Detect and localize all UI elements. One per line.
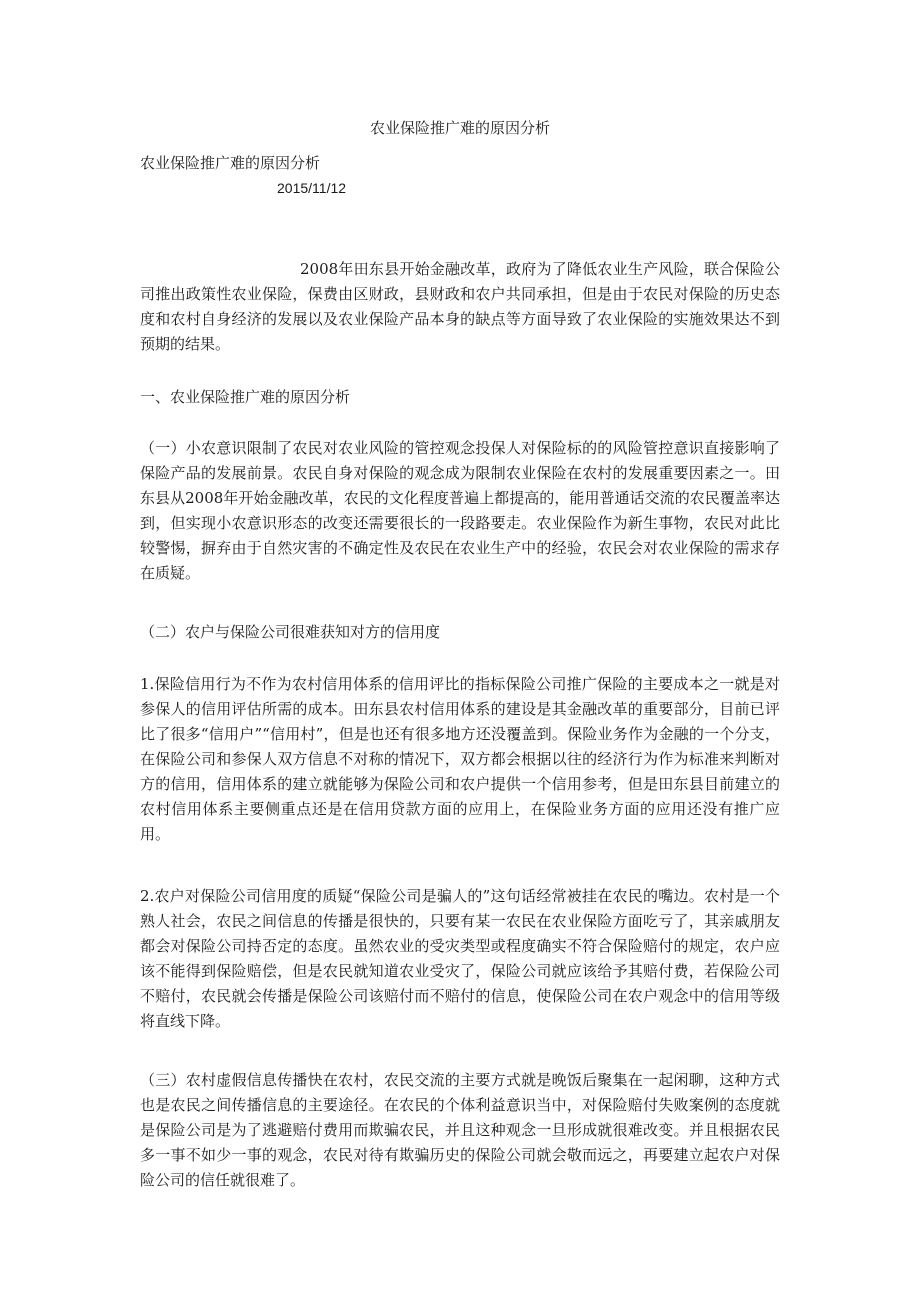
paragraph-false-information: （三）农村虚假信息传播快在农村，农民交流的主要方式就是晚饭后聚集在一起闲聊，这种方式也是农民之间传播信息的主要途径。在农民的个体利益意识当中，对保险赔付失败案例的态度就是保险公司是为了逃避赔付费用而欺骗农民，并且这种观念一旦形成就很难改变。并且根据农民多一事不如少一事的观念，农民对待有欺骗历史的保险公司就会敬而远之，再要建立起农户对保险公司的信任就很难了。	[140, 1071, 780, 1189]
paragraph-small-farmer-awareness: （一）小农意识限制了农民对农业风险的管控观念投保人对保险标的的风险管控意识直接影响了保险产品的发展前景。农民自身对保险的观念成为限制农业保险在农村的发展重要因素之一。田东县从2008年开始金融改革，农民的文化程度普遍上都提高的，能用普通话交流的农民覆盖率达到，但实现小农意识形态的改变还需要很长的一段路要走。农业保险作为新生事物，农民对此比较警惕，摒弃由于自然灾害的不确定性及农民在农业生产中的经验，农民会对农业保险的需求存在质疑。	[140, 439, 780, 582]
document-subtitle: 农业保险推广难的原因分析	[140, 154, 321, 172]
paragraph-credit-system: 1.保险信用行为不作为农村信用体系的信用评比的指标保险公司推广保险的主要成本之一就是对参保人的信用评估所需的成本。田东县农村信用体系的建设是其金融改革的重要部分，目前已评比了很多“信用户”“信用村”，但是也还有很多地方还没覆盖到。保险业务作为金融的一个分支，在保险公司和参保人双方信息不对称的情况下，双方都会根据以往的经济行为作为标准来判断对方的信用，信用体系的建立就能够为保险公司和农户提供一个信用参考，但是田东县目前建立的农村信用体系主要侧重点还是在信用贷款方面的应用上，在保险业务方面的应用还没有推广应用。	[140, 675, 780, 843]
document-title: 农业保险推广难的原因分析	[369, 119, 550, 137]
intro-paragraph: 2008年田东县开始金融改革，政府为了降低农业生产风险，联合保险公司推出政策性农业保险，保费由区财政，县财政和农户共同承担，但是由于农民对保险的历史态度和农村自身经济的发展以及农业保险产品本身的缺点等方面导致了农业保险的实施效果达不到预期的结果。	[140, 260, 780, 353]
document-date: 2015/11/12	[277, 180, 347, 196]
section-heading: 一、农业保险推广难的原因分析	[140, 388, 351, 406]
subsection-heading-credit: （二）农户与保险公司很难获知对方的信用度	[140, 623, 441, 641]
paragraph-credit-doubt: 2.农户对保险公司信用度的质疑“保险公司是骗人的”这句话经常被挂在农民的嘴边。农村是一个熟人社会，农民之间信息的传播是很快的，只要有某一农民在农业保险方面吃亏了，其亲戚朋友都会对保险公司持否定的态度。虽然农业的受灾类型或程度确实不符合保险赔付的规定，农户应该不能得到保险赔偿，但是农民就知道农业受灾了，保险公司就应该给予其赔付费，若保险公司不赔付，农民就会传播是保险公司该赔付而不赔付的信息，使保险公司在农户观念中的信用等级将直线下降。	[140, 887, 780, 1030]
